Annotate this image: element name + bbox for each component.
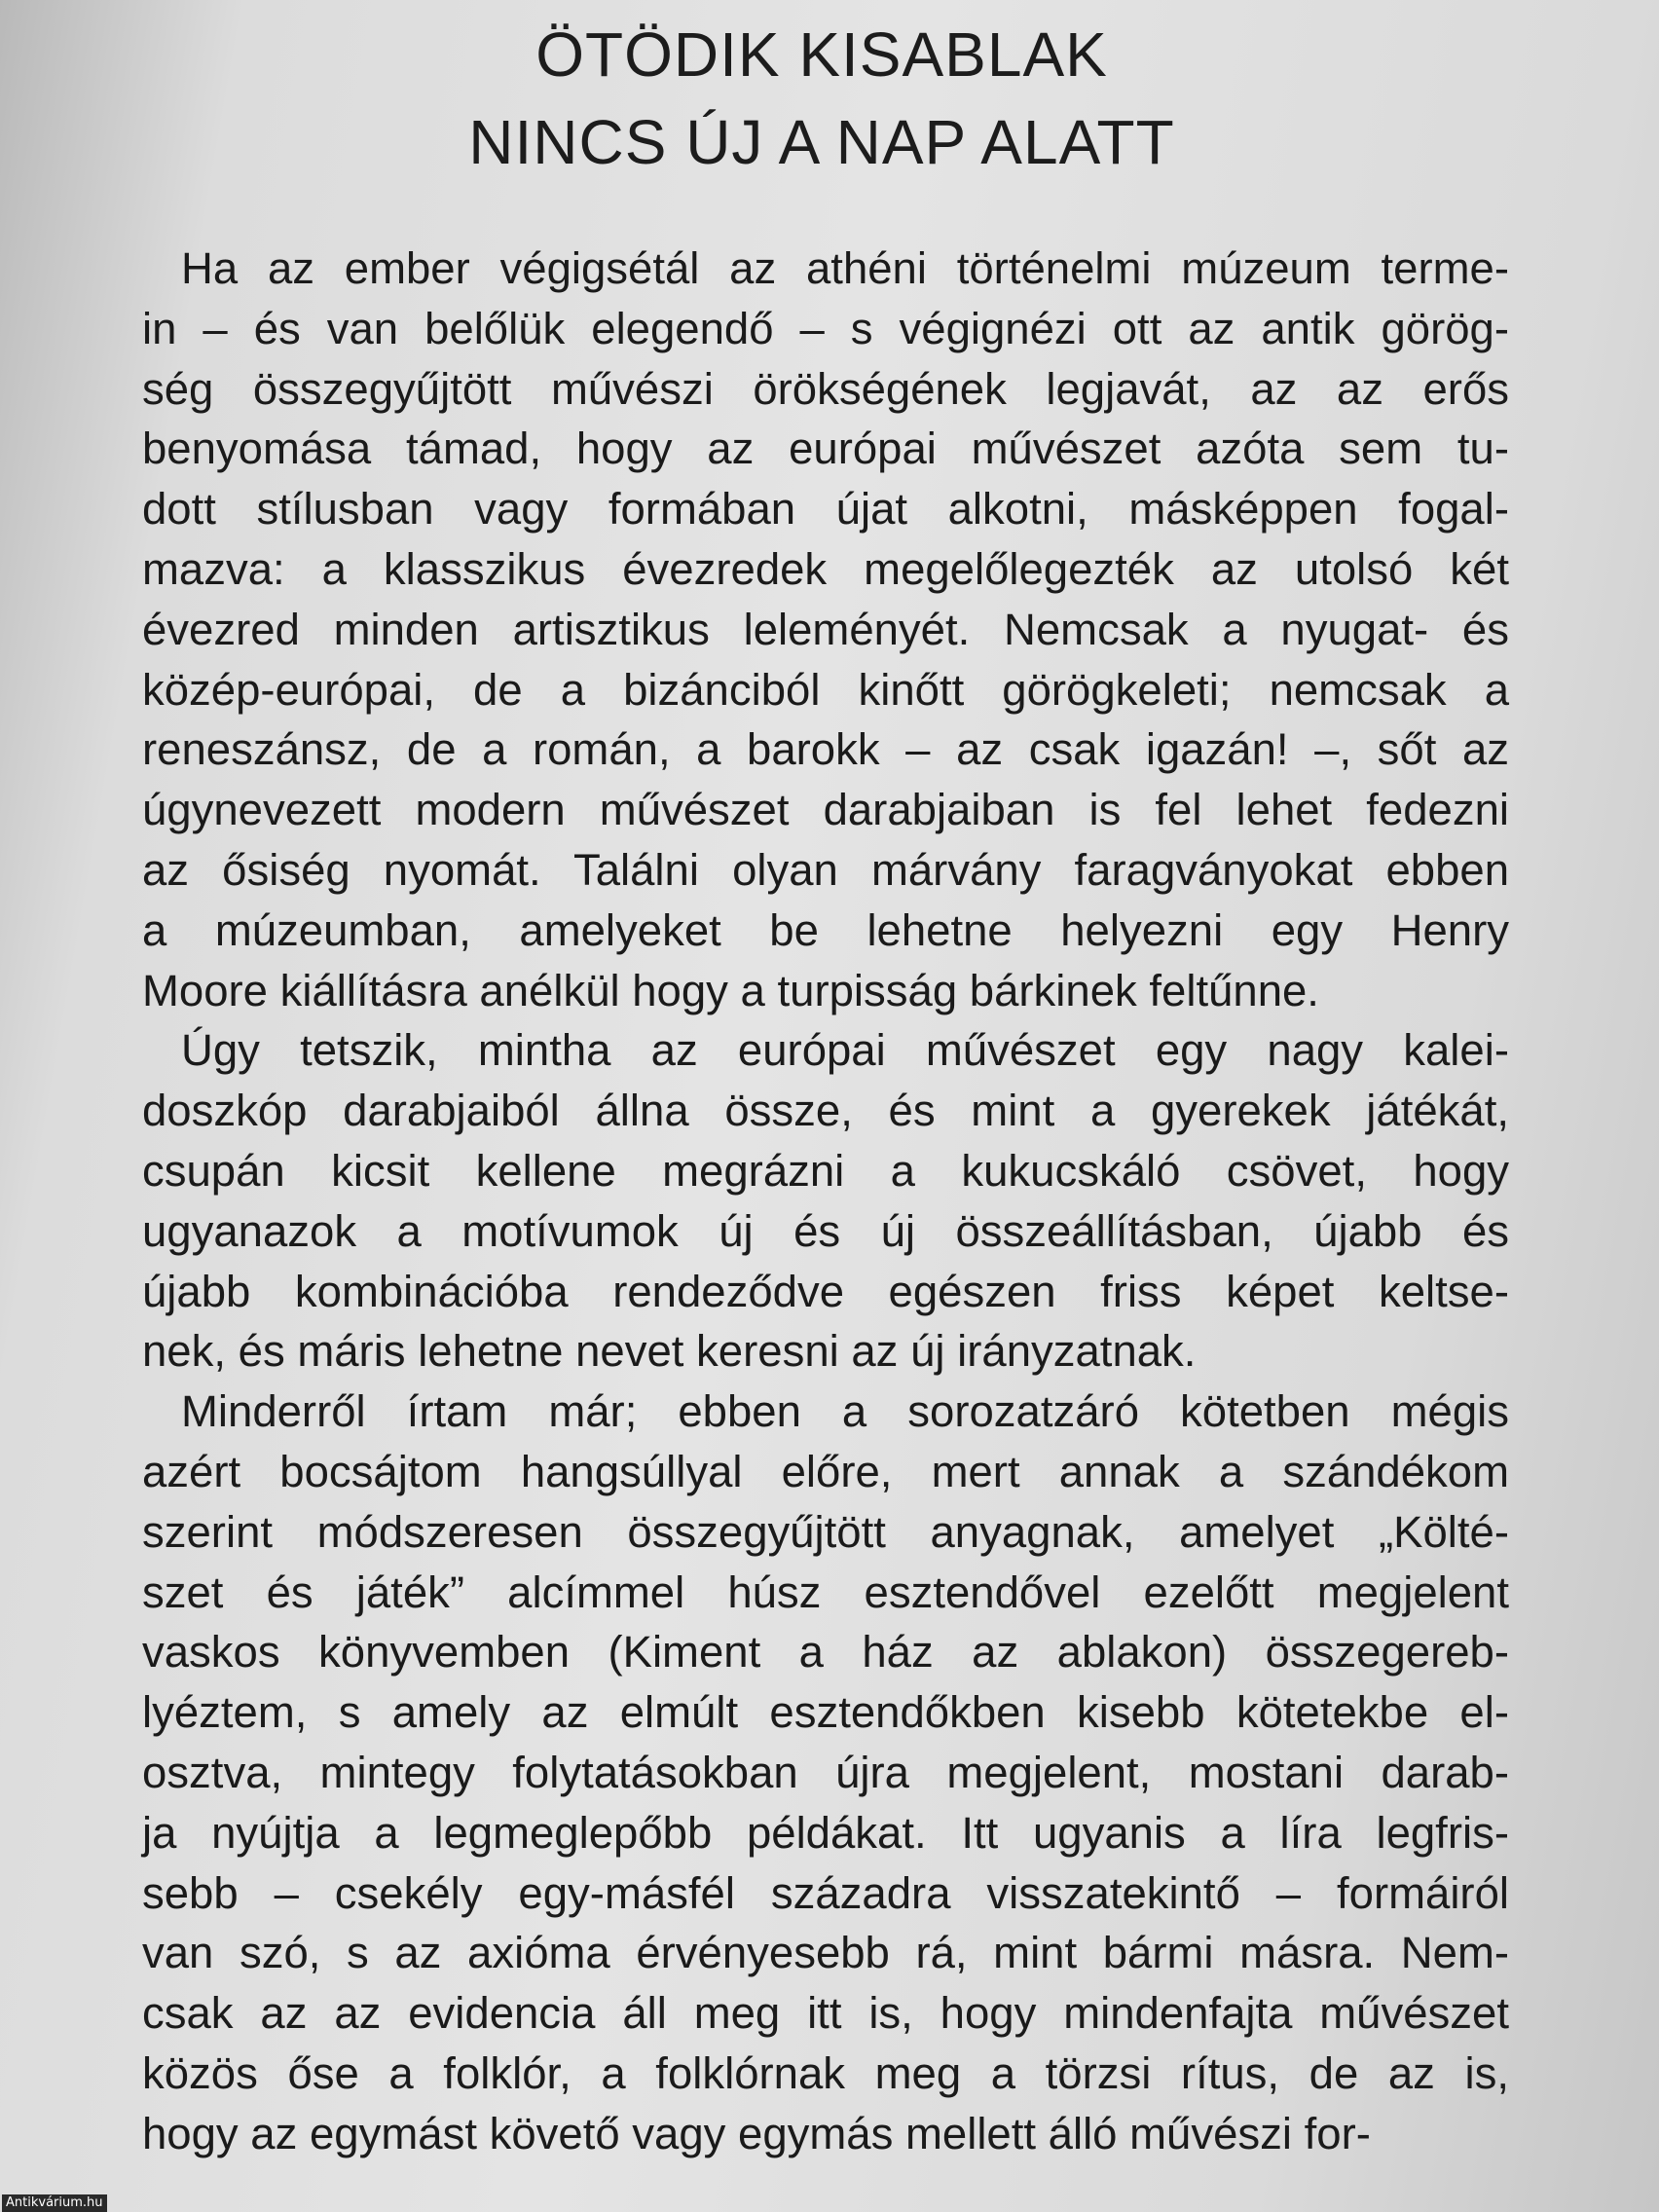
text-line: lyéztem, s amely az elmúlt esztendőkben kisebb kötetekbe el- [142,1687,1509,1738]
text-line: közép-európai, de a bizánciból kinőtt görögkeleti; nemcsak a [142,664,1509,715]
text-line: in – és van belőlük elegendő – s végignézi ott az antik görög- [142,303,1509,353]
text-line: doszkóp darabjaiból állna össze, és mint a gyerekek játékát, [142,1086,1509,1136]
text-line: közös őse a folklór, a folklórnak meg a törzsi rítus, de az is, [142,2047,1509,2098]
text-line: benyomása támad, hogy az európai művészet azóta sem tu- [142,424,1509,474]
text-line: Minderről írtam már; ebben a sorozatzáró kötetben mégis [181,1386,1509,1437]
text-line: a múzeumban, amelyeket be lehetne helyezni egy Henry [142,904,1509,955]
paragraph [142,1020,1509,1382]
text-line: reneszánsz, de a román, a barokk – az csak igazán! –, sőt az [142,724,1509,775]
text-line: Ha az ember végigsétál az athéni történelmi múzeum terme- [181,243,1509,293]
text-line: nek, és máris lehetne nevet keresni az új irányzatnak. [142,1326,1197,1377]
text-line: csak az az evidencia áll meg itt is, hogy mindenfajta művészet [142,1988,1509,2039]
text-line: az ősiség nyomát. Találni olyan márvány faragványokat ebben [142,844,1509,895]
chapter-title-line-2: NINCS ÚJ A NAP ALATT [468,107,1175,177]
text-line: Úgy tetszik, mintha az európai művészet egy nagy kalei- [181,1025,1509,1076]
text-line: úgynevezett modern művészet darabjaiban is fel lehet fedezni [142,785,1509,835]
text-line: azért bocsájtom hangsúllyal előre, mert annak a szándékom [142,1446,1509,1496]
text-line: ugyanazok a motívumok új és új összeállításban, újabb és [142,1205,1509,1256]
watermark: Antikvárium.hu [2,2194,107,2212]
paragraph [142,239,1509,1020]
text-line: évezred minden artisztikus leleményét. Nemcsak a nyugat- és [142,604,1509,654]
text-line: mazva: a klasszikus évezredek megelőlegezték az utolsó két [142,543,1509,594]
chapter-title-line-1: ÖTÖDIK KISABLAK [535,19,1108,90]
text-line: dott stílusban vagy formában újat alkotni, másképpen fogal- [142,484,1509,535]
text-line: Moore kiállításra anélkül hogy a turpisság bárkinek feltűnne. [142,965,1319,1015]
text-line: újabb kombinációba rendeződve egészen friss képet keltse- [142,1266,1509,1316]
text-line: csupán kicsit kellene megrázni a kukucskáló csövet, hogy [142,1145,1509,1196]
text-line: ség összegyűjtött művészi örökségének legjavát, az az erős [142,363,1509,414]
text-line: sebb – csekély egy-másfél századra visszatekintő – formáiról [142,1867,1509,1918]
text-line: hogy az egymást követő vagy egymás mellett álló művészi for- [142,2108,1371,2158]
text-line: ja nyújtja a legmeglepőbb példákat. Itt ugyanis a líra legfris- [142,1807,1509,1858]
text-line: osztva, mintegy folytatásokban újra megjelent, mostani darab- [142,1747,1509,1797]
text-line: van szó, s az axióma érvényesebb rá, mint bármi másra. Nem- [142,1928,1509,1978]
text-line: szerint módszeresen összegyűjtött anyagnak, amelyet „Költé- [142,1506,1509,1557]
text-line: vaskos könyvemben (Kiment a ház az ablakon) összegereb- [142,1627,1509,1677]
text-line: szet és játék” alcímmel húsz esztendővel ezelőtt megjelent [142,1567,1509,1617]
paragraph [142,1382,1509,2163]
body-text [142,239,1509,2164]
